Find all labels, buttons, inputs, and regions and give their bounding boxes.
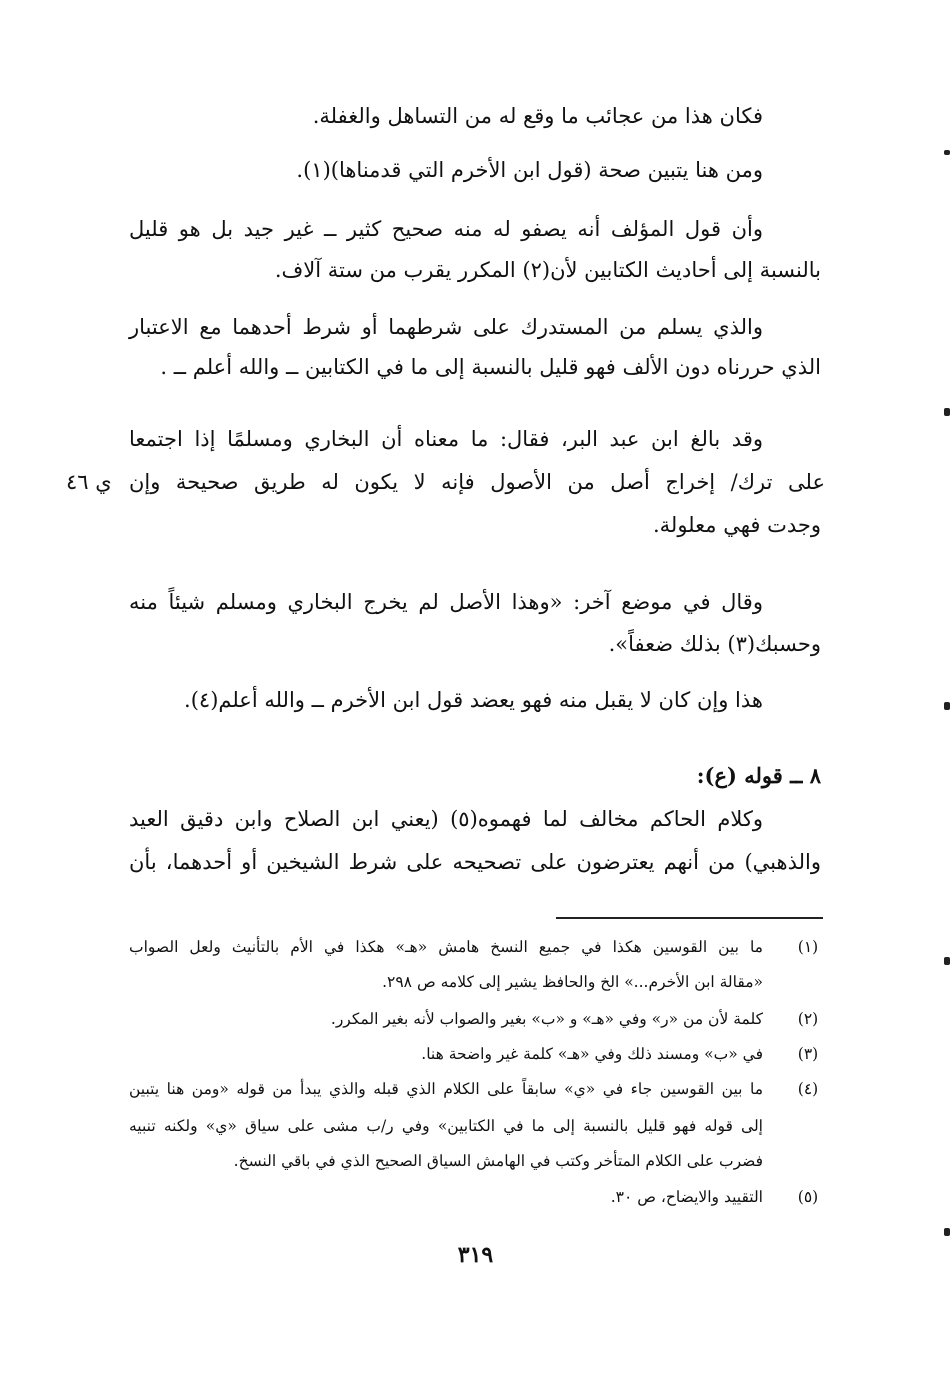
body-line: الذي حررناه دون الألف فهو قليل بالنسبة إلى ما في الكتابين ــ والله أعلم ــ .: [160, 355, 821, 379]
edge-mark: [944, 702, 950, 710]
page-number: ٣١٩: [457, 1242, 494, 1268]
footnote-number: (٥): [797, 1188, 819, 1206]
footnote-line: ما بين القوسين جاء في «ي» سابقاً على الكلام الذي قبله والذي يبدأ من قوله «ومن هنا يتبين: [129, 1080, 763, 1098]
section-heading: ٨ ــ قوله (ع):: [696, 763, 821, 788]
footnote-line: إلى قوله فهو قليل بالنسبة إلى ما في الكتابين» وفي ر/ب مشى على سياق «ي» ولكنه تنبيه: [129, 1117, 763, 1135]
footnote-line: «مقالة ابن الأخرم...» الخ والحافظ يشير إلى كلامه ص ٢٩٨.: [382, 973, 763, 991]
margin-manuscript-mark: ي ٤٦: [66, 470, 112, 494]
edge-mark: [944, 408, 950, 416]
body-line: وحسبك(٣) بذلك ضعفاً».: [608, 632, 821, 656]
footnote-number: (٣): [797, 1045, 819, 1063]
body-line: والذهبي) من أنهم يعترضون على تصحيحه على شرط الشيخين أو أحدهما، بأن: [129, 850, 821, 874]
body-line: وقد بالغ ابن عبد البر، فقال: ما معناه أن البخاري ومسلمًا إذا اجتمعا: [129, 427, 763, 451]
body-line: والذي يسلم من المستدرك على شرطهما أو شرط أحدهما مع الاعتبار: [129, 315, 763, 339]
footnote-line: التقييد والايضاح، ص ٣٠.: [610, 1188, 763, 1206]
edge-mark: [944, 957, 950, 965]
footnote-line: في «ب» ومسند ذلك وفي «هـ» كلمة غير واضحة هنا.: [421, 1045, 763, 1063]
body-line: بالنسبة إلى أحاديث الكتابين لأن(٢) المكرر يقرب من ستة آلاف.: [274, 258, 821, 282]
edge-mark: [944, 1228, 950, 1236]
body-line: على ترك/ إخراج أصل من الأصول فإنه لا يكون له طريق صحيحة وإن: [129, 470, 825, 494]
footnote-line: ما بين القوسين هكذا في جميع النسخ هامش «هـ» هكذا في الأم بالتأنيث ولعل الصواب: [129, 938, 763, 956]
footnote-number: (٤): [797, 1080, 819, 1098]
body-line: ومن هنا يتبين صحة (قول ابن الأخرم التي قدمناها)(١).: [296, 158, 763, 182]
footnote-line: كلمة لأن من «ر» وفي «هـ» و «ب» بغير والصواب لأنه بغير المكرر.: [330, 1010, 763, 1028]
body-line: وقال في موضع آخر: «وهذا الأصل لم يخرج البخاري ومسلم شيئاً منه: [129, 590, 763, 614]
footnote-line: فضرب على الكلام المتأخر وكتب في الهامش السياق الصحيح الذي في باقي النسخ.: [233, 1152, 763, 1170]
body-line: وأن قول المؤلف أنه يصفو له منه صحيح كثير ــ غير جيد بل هو قليل: [129, 217, 763, 241]
footnote-separator: [556, 917, 823, 919]
body-line: فكان هذا من عجائب ما وقع له من التساهل والغفلة.: [312, 104, 763, 128]
footnote-number: (١): [797, 938, 819, 956]
edge-mark: [944, 150, 950, 155]
body-line: وجدت فهي معلولة.: [653, 513, 821, 537]
body-line: وكلام الحاكم مخالف لما فهموه(٥) (يعني ابن الصلاح وابن دقيق العيد: [129, 807, 764, 831]
body-line: هذا وإن كان لا يقبل منه فهو يعضد قول ابن الأخرم ــ والله أعلم(٤).: [184, 688, 763, 712]
footnote-number: (٢): [797, 1010, 819, 1028]
